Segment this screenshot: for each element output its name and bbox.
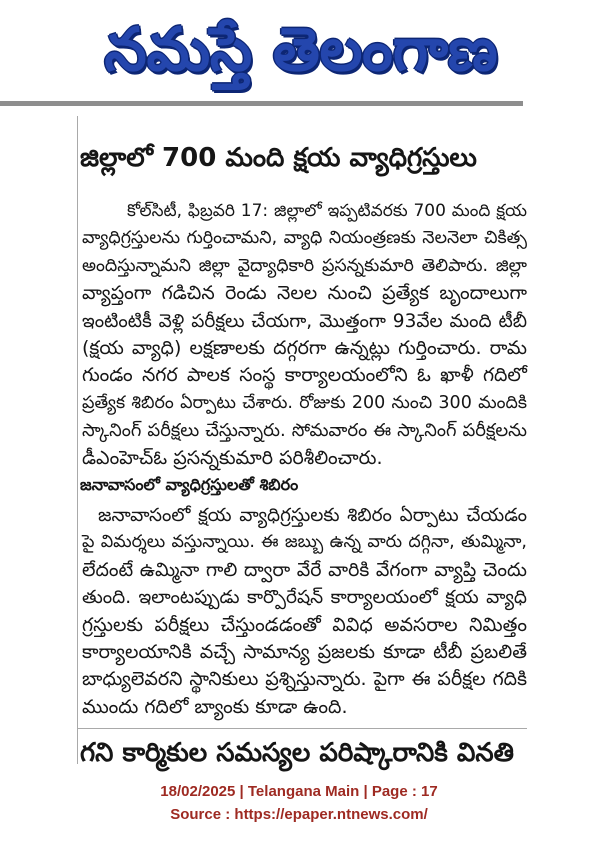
body-line: కార్యాలయానికి వచ్చే సామాన్య ప్రజలకు కూడా టీబీ ప్రబలితే: [82, 640, 527, 663]
body-line: కోల్‌సిటీ, ఫిబ్రవరి 17: జిల్లాలో ఇప్పటివరకు 700 మంది క్షయ: [127, 201, 527, 221]
body-line: వ్యాప్తంగా గడిచిన రెండు నెలల నుంచి ప్రత్యేక బృందాలుగా: [82, 282, 527, 305]
article-divider: [77, 728, 527, 729]
body-line: గుండం నగర పాలక సంస్థ కార్యాలయంలోని ఓ ఖాళీ గదిలో: [82, 364, 527, 387]
body-line: బాధ్యులెవరని స్థానికులు ప్రశ్నిస్తున్నారు. పైగా ఈ పరీక్షల గదికి: [82, 668, 527, 691]
body-line: ప్రత్యేక శిబిరం ఏర్పాటు చేశారు. రోజుకు 200 నుంచి 300 మందికి: [82, 392, 527, 413]
body-line: డీఎంహెచ్‌ఓ ప్రసన్నకుమారి పరిశీలించారు.: [82, 446, 383, 469]
column-rule: [77, 116, 78, 764]
article-subheading: జనావాసంలో వ్యాధిగ్రస్తులతో శిబిరం: [80, 475, 299, 494]
body-line: గ్రస్తులకు పరీక్షలు చేస్తుండడంతో వివిధ అవసరాల నిమిత్తం: [82, 613, 527, 636]
body-line: ఇంటింటికీ వెళ్లి పరీక్షలు చేయగా, మొత్తంగా 93వేల మంది టీబీ: [82, 310, 527, 332]
masthead-logo: నమస్తే తెలంగాణ: [104, 15, 498, 85]
edition-info: 18/02/2025 | Telangana Main | Page : 17: [160, 783, 438, 800]
body-paragraph: [82, 502, 527, 721]
body-line: ముందు గదిలో బ్యాంకు కూడా ఉంది.: [82, 695, 348, 718]
body-line: లేదంటే ఉమ్మినా గాలి ద్వారా వేరే వారికి వేగంగా వ్యాప్తి చెందు: [82, 558, 527, 581]
next-article-headline: గని కార్మికుల సమస్యల పరిష్కారానికి వినతి: [80, 738, 514, 768]
source-line: Source : https://epaper.ntnews.com/: [170, 806, 428, 823]
body-line: పై విమర్శలు వస్తున్నాయి. ఈ జబ్బు ఉన్న వారు దగ్గినా, తుమ్మినా,: [82, 532, 527, 553]
body-line: (క్షయ వ్యాధి) లక్షణాలకు దగ్గరగా ఉన్నట్లు గుర్తించారు. రామ: [82, 336, 527, 359]
body-line: స్కానింగ్ పరీక్షలు చేస్తున్నారు. సోమవారం ఈ స్కానింగ్ పరీక్షలను: [82, 420, 527, 442]
intro-paragraph: [82, 198, 527, 472]
body-line: అందిస్తున్నామని జిల్లా వైద్యాధికారి ప్రసన్నకుమారి తెలిపారు. జిల్లా: [82, 255, 527, 276]
masthead-rule: [0, 101, 523, 106]
body-line: వ్యాధిగ్రస్తులను గుర్తించామని, వ్యాధి నియంత్రణకు నెలనెలా చికిత్స: [82, 228, 527, 249]
article-headline: జిల్లాలో 700 మంది క్షయ వ్యాధిగ్రస్తులు: [80, 143, 477, 173]
body-line: జనావాసంలో క్షయ వ్యాధిగ్రస్తులకు శిబిరం ఏర్పాటు చేయడం: [98, 505, 527, 526]
body-line: తుంది. ఇలాంటప్పుడు కార్పొరేషన్ కార్యాలయంలో క్షయ వ్యాధి: [82, 587, 527, 609]
